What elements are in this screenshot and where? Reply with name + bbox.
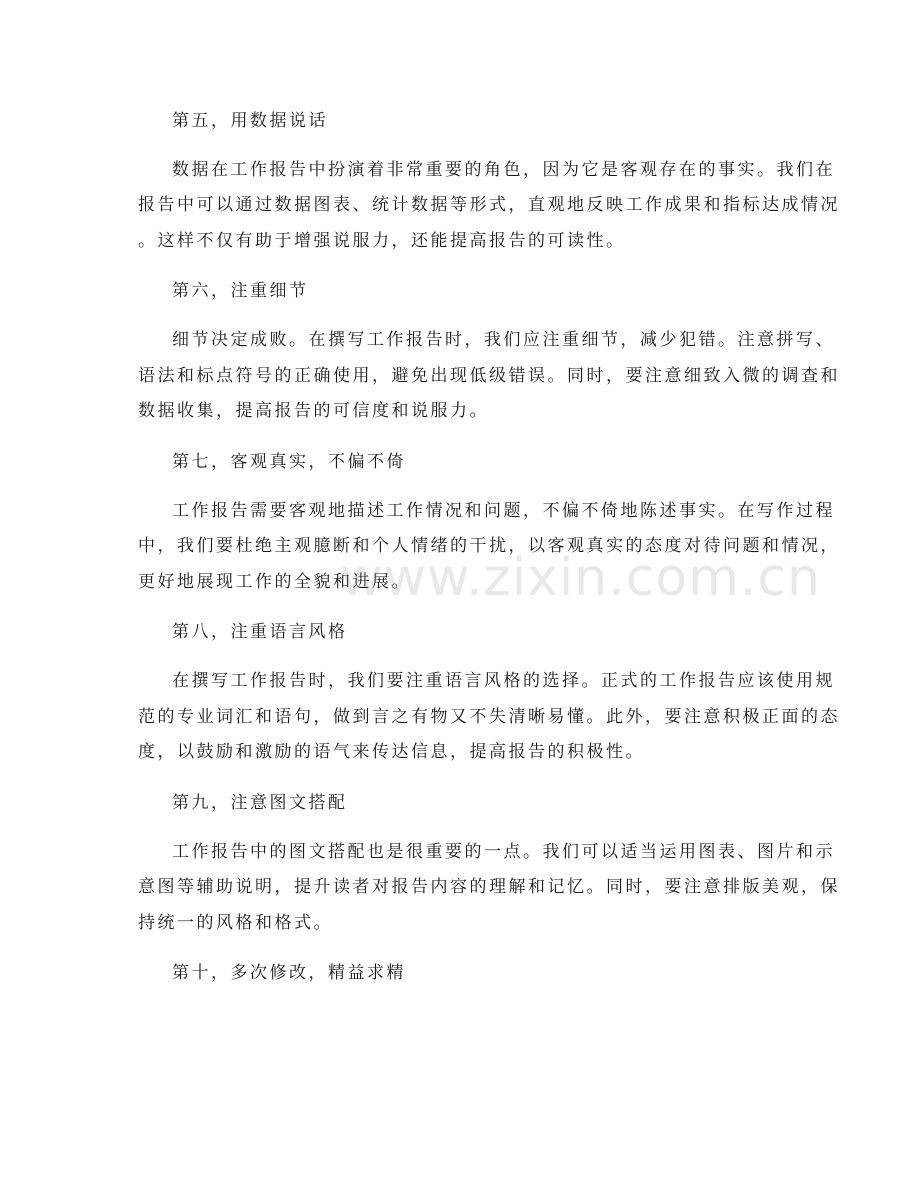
paragraph-line: 度，以鼓励和激励的语气来传达信息，提高报告的积极性。 xyxy=(138,742,645,762)
paragraph-line: 工作报告中的图文搭配也是很重要的一点。我们可以适当运用图表、图片和示 xyxy=(172,842,835,862)
paragraph-line: 语法和标点符号的正确使用，避免出现低级错误。同时，要注意细致入微的调查和 xyxy=(138,366,840,386)
paragraph-line: 持统一的风格和格式。 xyxy=(138,913,333,933)
paragraph-line: 数据在工作报告中扮演着非常重要的角色，因为它是客观存在的事实。我们在 xyxy=(172,160,835,180)
section-heading: 第九，注意图文搭配 xyxy=(172,793,348,813)
section-heading: 第六，注重细节 xyxy=(172,281,309,301)
watermark: www.zixin.com.cn xyxy=(340,548,821,608)
paragraph-line: 范的专业词汇和语句，做到言之有物又不失清晰易懂。此外，要注意积极正面的态 xyxy=(138,707,840,727)
section-heading: 第十，多次修改，精益求精 xyxy=(172,963,406,983)
paragraph-line: 意图等辅助说明，提升读者对报告内容的理解和记忆。同时，要注意排版美观，保 xyxy=(138,877,840,897)
paragraph-line: 更好地展现工作的全貌和进展。 xyxy=(138,572,411,592)
paragraph-line: 在撰写工作报告时，我们要注重语言风格的选择。正式的工作报告应该使用规 xyxy=(172,671,835,691)
paragraph-line: 报告中可以通过数据图表、统计数据等形式，直观地反映工作成果和指标达成情况 xyxy=(138,195,840,215)
paragraph-line: 。这样不仅有助于增强说服力，还能提高报告的可读性。 xyxy=(138,231,626,251)
paragraph-line: 工作报告需要客观地描述工作情况和问题，不偏不倚地陈述事实。在写作过程 xyxy=(172,501,835,521)
paragraph-line: 中，我们要杜绝主观臆断和个人情绪的干扰，以客观真实的态度对待问题和情况， xyxy=(138,536,840,556)
section-heading: 第五，用数据说话 xyxy=(172,111,328,131)
paragraph-line: 细节决定成败。在撰写工作报告时，我们应注重细节，减少犯错。注意拼写、 xyxy=(172,330,835,350)
paragraph-line: 数据收集，提高报告的可信度和说服力。 xyxy=(138,401,489,421)
section-heading: 第八，注重语言风格 xyxy=(172,622,348,642)
section-heading: 第七，客观真实，不偏不倚 xyxy=(172,452,406,472)
